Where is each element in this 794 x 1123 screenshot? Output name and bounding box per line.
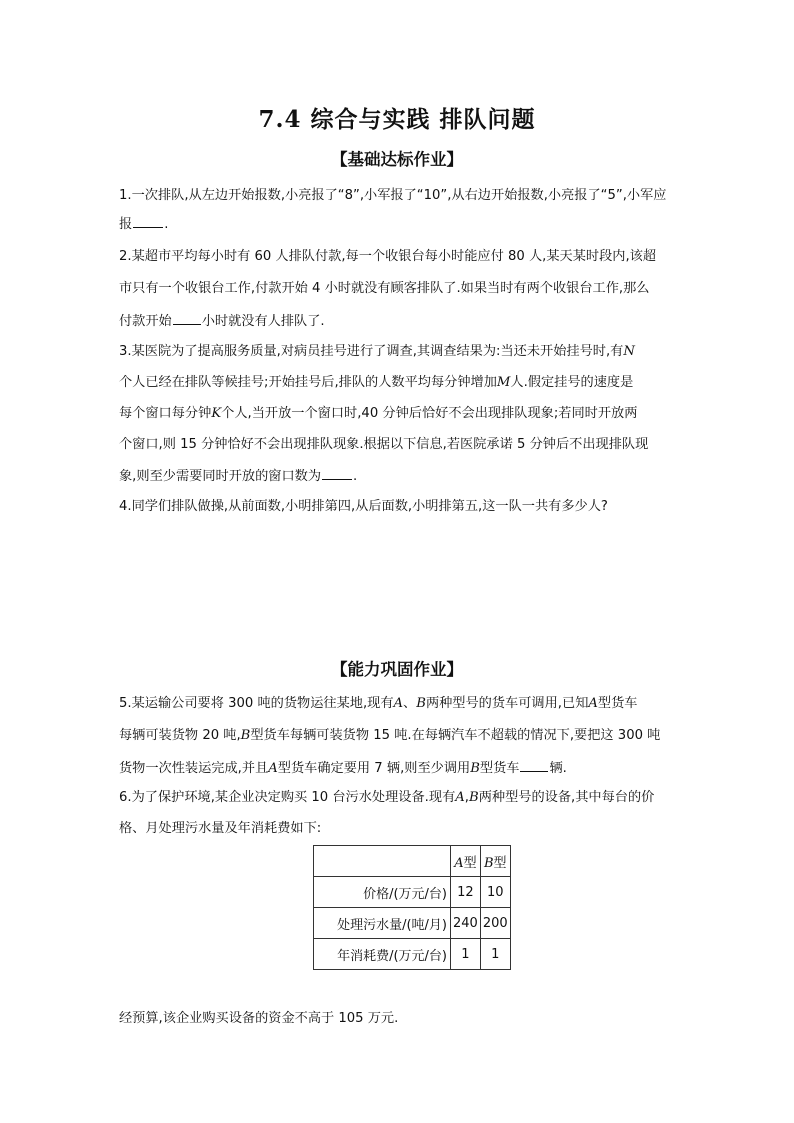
q5-text: 型货车 <box>479 761 520 776</box>
q3-line-5 <box>119 467 689 486</box>
q5-text: 每辆可装货物 20 吨, <box>119 728 241 743</box>
q3-line-4: 个窗口,则 15 分钟恰好不会出现排队现象.根据以下信息,若医院承诺 5 分钟后不出现排队现 <box>119 437 649 452</box>
q3-answer-blank[interactable] <box>322 467 352 480</box>
header-text-b: 型 <box>493 855 507 871</box>
q6-var-a: A <box>455 790 465 805</box>
q5-var-b: B <box>240 728 251 743</box>
table-cell-a: 1 <box>451 939 481 970</box>
header-var-b: B <box>483 855 494 871</box>
q6-text: 6.为了保护环境,某企业决定购买 10 台污水处理设备.现有 <box>119 790 456 805</box>
q5-text: 型货车每辆可装货物 15 吨.在每辆汽车不超载的情况下,要把这 300 吨 <box>250 728 661 743</box>
q3-var-n: N <box>623 344 635 359</box>
q1-text-end: . <box>164 217 169 232</box>
q5-text-end: 辆. <box>549 761 567 776</box>
q2-line-3 <box>119 312 689 331</box>
q3-text: 象,则至少需要同时开放的窗口数为 <box>119 469 322 484</box>
table-row <box>314 908 511 939</box>
header-text-a: 型 <box>463 855 477 871</box>
table-header-b <box>480 846 510 877</box>
q5-line-1 <box>119 695 689 713</box>
section-heading-ability: 【能力巩固作业】 <box>331 660 463 679</box>
q3-text: 个人,当开放一个窗口时,40 分钟后恰好不会出现排队现象;若同时开放两 <box>221 406 638 421</box>
q6-text: , <box>464 790 469 805</box>
table-cell-b: 200 <box>480 908 510 939</box>
table-row-label: 价格/(万元/台) <box>314 877 451 908</box>
q5-text: 5.某运输公司要将 300 吨的货物运往某地,现有 <box>119 696 394 711</box>
table-row <box>314 939 511 970</box>
q3-var-k: K <box>211 406 222 421</box>
q2-text-end: 小时就没有人排队了. <box>201 314 325 329</box>
q1-line-1: 1.一次排队,从左边开始报数,小亮报了“8”,小军报了“10”,从右边开始报数,小亮报了“5”,小军应 <box>119 188 667 203</box>
table-row-label: 年消耗费/(万元/台) <box>314 939 451 970</box>
q6-after-table-text: 经预算,该企业购买设备的资金不高于 105 万元. <box>119 1011 399 1026</box>
q3-text-end: . <box>353 469 358 484</box>
q1-answer-blank[interactable] <box>133 215 163 228</box>
q6-var-b: B <box>469 790 479 805</box>
q3-var-m: M <box>496 375 511 390</box>
table-header-row <box>314 846 511 877</box>
table-cell-b: 1 <box>480 939 510 970</box>
equipment-spec-table <box>313 845 511 970</box>
q5-text: 货物一次性装运完成,并且 <box>119 761 269 776</box>
q3-text: 个人已经在排队等候挂号;开始挂号后,排队的人数平均每分钟增加 <box>119 375 497 390</box>
header-var-a: A <box>454 855 464 871</box>
q2-text: 付款开始 <box>119 314 172 329</box>
q1-text: 报 <box>119 217 133 232</box>
section-heading-basic: 【基础达标作业】 <box>331 150 463 169</box>
q5-var-b: B <box>470 761 480 776</box>
q5-var-a: A <box>393 696 404 711</box>
q3-text: 人.假定挂号的速度是 <box>510 375 634 390</box>
q3-line-3 <box>119 405 689 423</box>
q5-line-2 <box>119 727 689 745</box>
page-title: 7.4 综合与实践 排队问题 <box>258 106 536 133</box>
q6-text: 两种型号的设备,其中每台的价 <box>478 790 655 805</box>
q5-var-a: A <box>268 761 278 776</box>
q3-line-1 <box>119 343 689 361</box>
table-header-a <box>451 846 481 877</box>
q5-var-a: A <box>588 696 598 711</box>
q5-line-3 <box>119 759 689 778</box>
q3-text: 3.某医院为了提高服务质量,对病员挂号进行了调查,其调查结果为:当还未开始挂号时,有 <box>119 344 624 359</box>
table-row-label: 处理污水量/(吨/月) <box>314 908 451 939</box>
q5-var-b: B <box>416 696 426 711</box>
q5-text: 、 <box>403 696 417 711</box>
q2-line-2: 市只有一个收银台工作,付款开始 4 小时就没有顾客排队了.如果当时有两个收银台工作,那么 <box>119 281 650 296</box>
q4-line-1: 4.同学们排队做操,从前面数,小明排第四,从后面数,小明排第五,这一队一共有多少人? <box>119 499 608 514</box>
table-corner-cell <box>314 846 451 877</box>
q2-line-1: 2.某超市平均每小时有 60 人排队付款,每一个收银台每小时能应付 80 人,某天某时段内,该超 <box>119 249 657 264</box>
table-row <box>314 877 511 908</box>
q5-text: 型货车确定要用 7 辆,则至少调用 <box>277 761 471 776</box>
q2-answer-blank[interactable] <box>173 312 201 325</box>
q3-text: 每个窗口每分钟 <box>119 406 212 421</box>
table-cell-a: 240 <box>451 908 481 939</box>
table-cell-a: 12 <box>451 877 481 908</box>
q5-text: 两种型号的货车可调用,已知 <box>425 696 589 711</box>
q5-text: 型货车 <box>597 696 638 711</box>
q5-answer-blank[interactable] <box>520 759 548 772</box>
q3-line-2 <box>119 374 689 392</box>
q1-line-2 <box>119 215 689 234</box>
q6-line-1 <box>119 789 689 807</box>
q6-line-2: 格、月处理污水量及年消耗费如下: <box>119 821 322 836</box>
table-cell-b: 10 <box>480 877 510 908</box>
